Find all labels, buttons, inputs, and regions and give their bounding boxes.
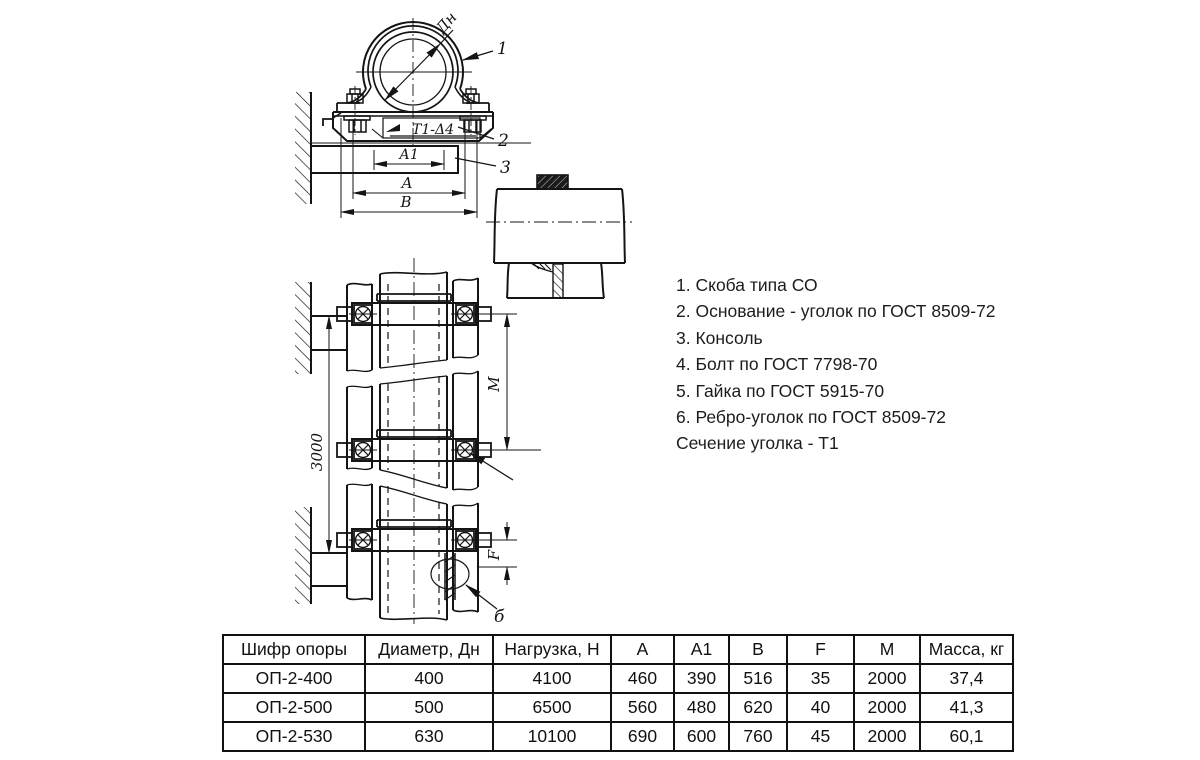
col-header: А1 <box>674 635 729 664</box>
cell: ОП-2-500 <box>223 693 365 722</box>
leader-callout-6 <box>466 585 497 609</box>
console-bottom-elev <box>311 553 348 586</box>
cell: 480 <box>674 693 729 722</box>
pipe-elevation <box>380 258 447 624</box>
parts-list <box>676 272 996 457</box>
col-header: Диаметр, Дн <box>365 635 493 664</box>
spec-table <box>222 634 1014 752</box>
leader-callout-1 <box>463 51 493 60</box>
technical-drawing-canvas <box>0 0 680 640</box>
cell: ОП-2-400 <box>223 664 365 693</box>
wall-hatch-front <box>295 92 311 204</box>
dim-m-label: М <box>485 376 503 392</box>
cell: 2000 <box>854 722 920 751</box>
table-row <box>223 722 1013 751</box>
cell: ОП-2-530 <box>223 722 365 751</box>
cell: 390 <box>674 664 729 693</box>
console-front <box>311 146 458 173</box>
front-view <box>295 18 531 218</box>
dim-dn <box>385 30 453 100</box>
side-view <box>486 175 632 298</box>
parts-list-note: Сечение уголка - Т1 <box>676 433 839 454</box>
weld-flag-icon <box>386 124 400 132</box>
parts-list-item: 6. Ребро-уголок по ГОСТ 8509-72 <box>676 407 946 428</box>
col-header: Шифр опоры <box>223 635 365 664</box>
cell: 35 <box>787 664 854 693</box>
callout-6-label: б <box>494 607 505 627</box>
cell: 630 <box>365 722 493 751</box>
col-header: Масса, кг <box>920 635 1013 664</box>
dim-a1-label: А1 <box>399 147 419 163</box>
cell: 2000 <box>854 664 920 693</box>
clamp-section-pad <box>537 175 568 189</box>
cell: 460 <box>611 664 674 693</box>
wall-hatch-bottom <box>295 507 311 604</box>
parts-list-item: 4. Болт по ГОСТ 7798-70 <box>676 354 878 375</box>
bolt-nut-right <box>460 86 486 135</box>
cell: 6500 <box>493 693 611 722</box>
col-header: А <box>611 635 674 664</box>
cell: 600 <box>674 722 729 751</box>
dim-a-label: А <box>401 174 413 192</box>
dim-f-label: F <box>485 549 503 561</box>
parts-list-item: 3. Консоль <box>676 327 763 348</box>
callout-2-label: 2 <box>498 131 509 151</box>
callout-1-label: 1 <box>497 39 508 59</box>
cell: 45 <box>787 722 854 751</box>
col-header: В <box>729 635 787 664</box>
drawing-labels <box>308 8 511 627</box>
cell: 60,1 <box>920 722 1013 751</box>
col-header: F <box>787 635 854 664</box>
table-row <box>223 693 1013 722</box>
parts-list-item: 1. Скоба типа СО <box>676 275 818 295</box>
wall-hatch-top <box>295 282 311 374</box>
cell: 4100 <box>493 664 611 693</box>
col-header: М <box>854 635 920 664</box>
cell: 41,3 <box>920 693 1013 722</box>
table-header-row <box>223 635 1013 664</box>
rib-side <box>553 264 563 298</box>
parts-list-item: 5. Гайка по ГОСТ 5915-70 <box>676 380 885 401</box>
cell: 2000 <box>854 693 920 722</box>
elevation-view <box>295 258 541 624</box>
dim-3000-label: 3000 <box>308 432 326 472</box>
col-header: Нагрузка, Н <box>493 635 611 664</box>
cell: 500 <box>365 693 493 722</box>
pipe-side <box>494 189 625 263</box>
cell: 690 <box>611 722 674 751</box>
cell: 10100 <box>493 722 611 751</box>
cell: 37,4 <box>920 664 1013 693</box>
callout-3-label: 3 <box>500 158 511 178</box>
cell: 516 <box>729 664 787 693</box>
leader-callout-3 <box>455 158 496 166</box>
cell: 40 <box>787 693 854 722</box>
cell: 620 <box>729 693 787 722</box>
rib-detail <box>431 553 497 609</box>
cell: 400 <box>365 664 493 693</box>
parts-list-item: 2. Основание - уголок по ГОСТ 8509-72 <box>676 301 996 322</box>
weld-label: Т1-Δ4 <box>412 122 454 138</box>
detail-circle <box>431 559 469 589</box>
table-row <box>223 664 1013 693</box>
dim-b-label: В <box>400 193 412 211</box>
cell: 560 <box>611 693 674 722</box>
label-dn: Дн <box>432 8 461 37</box>
cell: 760 <box>729 722 787 751</box>
bolt-nut-left <box>344 86 370 135</box>
